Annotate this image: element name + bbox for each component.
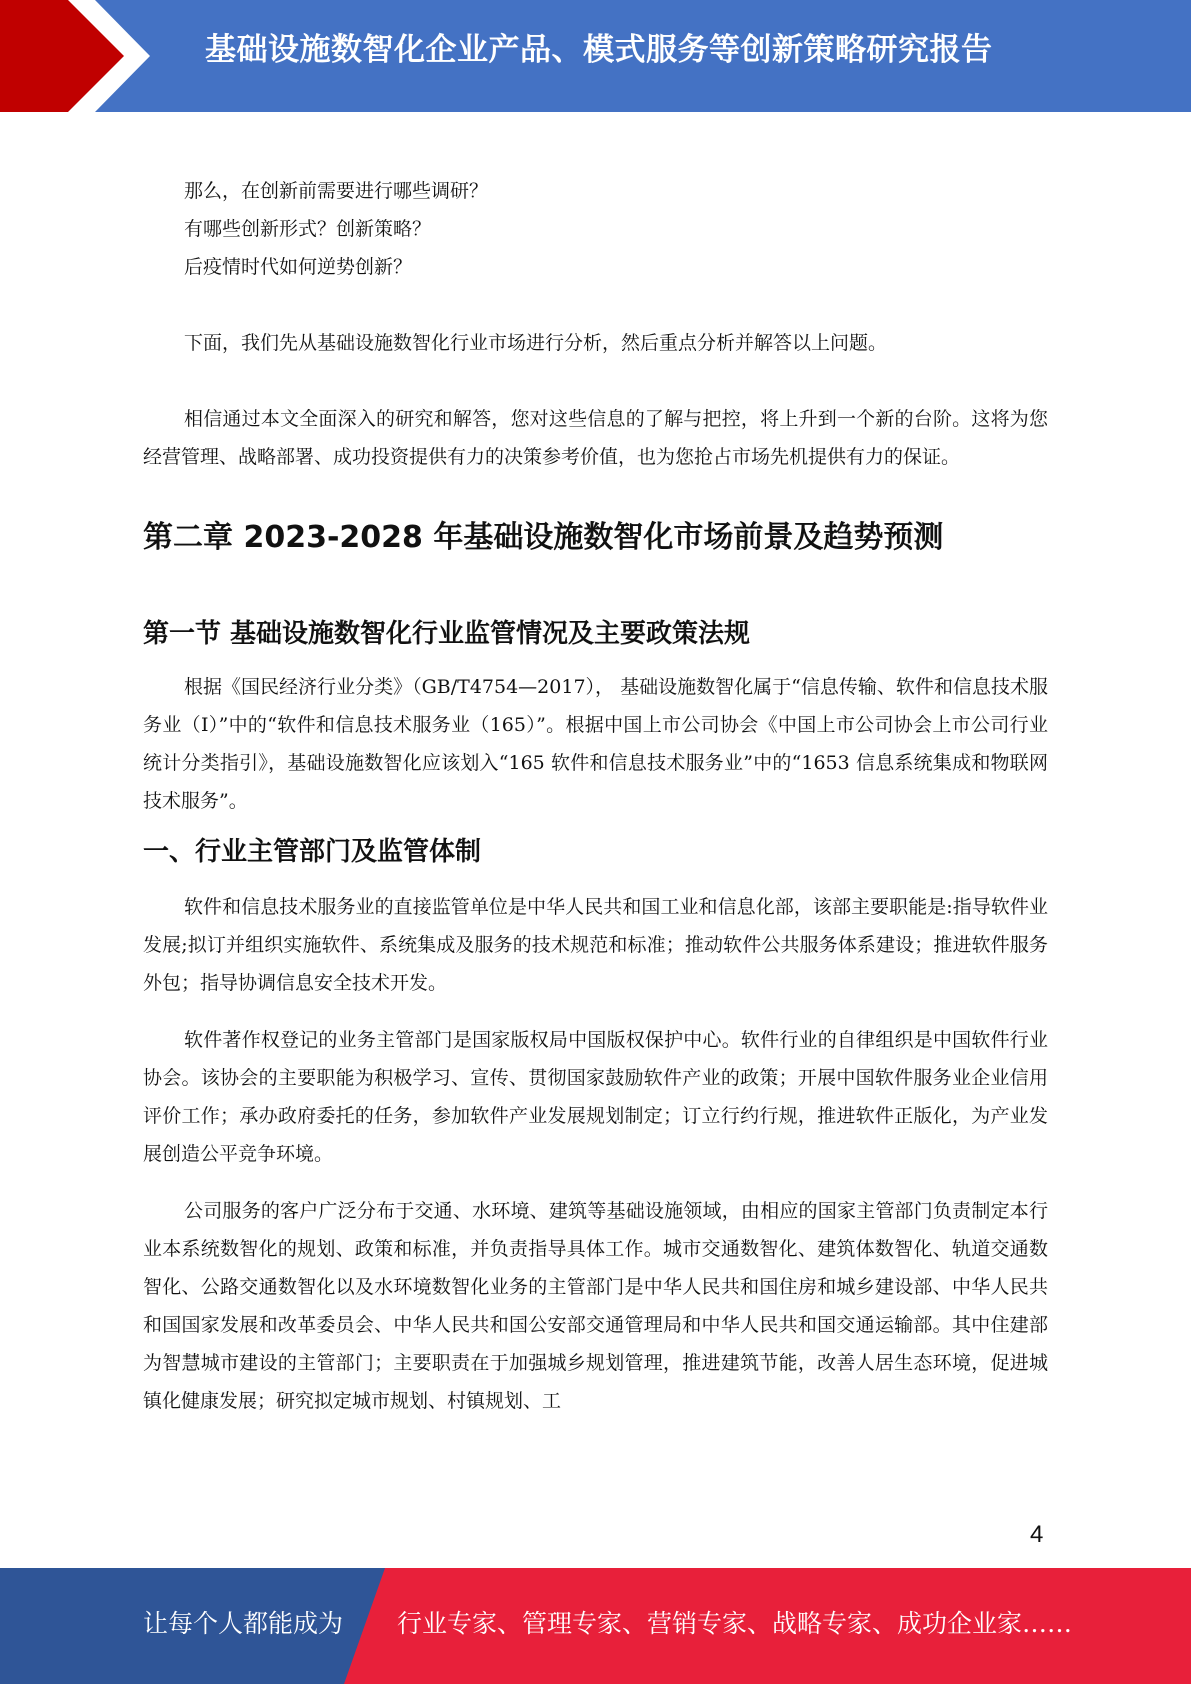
section-heading: 第一节 基础设施数智化行业监管情况及主要政策法规: [143, 619, 751, 649]
section-paragraph: 根据《国民经济行业分类》（GB/T4754—2017）， 基础设施数智化属于“信息传输、软件和信息技术服务业（I）”中的“软件和信息技术服务业（165）”。根据中国上市公司协会《中国上市公司协会上市公司行业统计分类指引》，基础设施数智化应该划入“165 软件和信息技术服务业”中的“1653 信息系统集成和物联网技术服务”。: [143, 676, 1048, 812]
intro-question: 有哪些创新形式？创新策略？: [184, 218, 432, 240]
intro-paragraph: 相信通过本文全面深入的研究和解答，您对这些信息的了解与把控，将上升到一个新的台阶。这将为您经营管理、战略部署、成功投资提供有力的决策参考价值，也为您抢占市场先机提供有力的保证。: [143, 408, 1048, 468]
chapter-heading: 第二章 2023-2028 年基础设施数智化市场前景及趋势预测: [143, 520, 944, 555]
subsection-paragraph: 公司服务的客户广泛分布于交通、水环境、建筑等基础设施领域，由相应的国家主管部门负责制定本行业本系统数智化的规划、政策和标准，并负责指导具体工作。城市交通数智化、建筑体数智化、轨道交通数智化、公路交通数智化以及水环境数智化业务的主管部门是中华人民共和国住房和城乡建设部、中华人民共和国国家发展和改革委员会、中华人民共和国公安部交通管理局和中华人民共和国交通运输部。其中住建部为智慧城市建设的主管部门；主要职责在于加强城乡规划管理，推进建筑节能，改善人居生态环境，促进城镇化健康发展；研究拟定城市规划、村镇规划、工: [143, 1200, 1048, 1412]
report-title: 基础设施数智化企业产品、模式服务等创新策略研究报告: [205, 32, 993, 68]
subsection-heading: 一、行业主管部门及监管体制: [143, 837, 482, 867]
header-chevron-icon: [0, 0, 160, 112]
footer-slogan-right: 行业专家、管理专家、营销专家、战略专家、成功企业家……: [397, 1609, 1073, 1638]
intro-question: 那么，在创新前需要进行哪些调研？: [184, 180, 489, 202]
intro-question: 后疫情时代如何逆势创新？: [184, 256, 413, 278]
page-footer: [0, 1568, 1191, 1684]
page-number: 4: [1030, 1521, 1044, 1548]
footer-slogan-left: 让每个人都能成为: [143, 1609, 344, 1638]
page-content: [143, 172, 1048, 1420]
subsection-paragraph: 软件著作权登记的业务主管部门是国家版权局中国版权保护中心。软件行业的自律组织是中国软件行业协会。该协会的主要职能为积极学习、宣传、贯彻国家鼓励软件产业的政策；开展中国软件服务业企业信用评价工作；承办政府委托的任务，参加软件产业发展规划制定；订立行约行规，推进软件正版化，为产业发展创造公平竞争环境。: [143, 1029, 1048, 1165]
intro-paragraph: 下面，我们先从基础设施数智化行业市场进行分析，然后重点分析并解答以上问题。: [184, 332, 888, 354]
subsection-paragraph: 软件和信息技术服务业的直接监管单位是中华人民共和国工业和信息化部，该部主要职能是:指导软件业发展;拟订并组织实施软件、系统集成及服务的技术规范和标准；推动软件公共服务体系建设；推进软件服务外包；指导协调信息安全技术开发。: [143, 896, 1048, 994]
page-header: [0, 0, 1191, 112]
